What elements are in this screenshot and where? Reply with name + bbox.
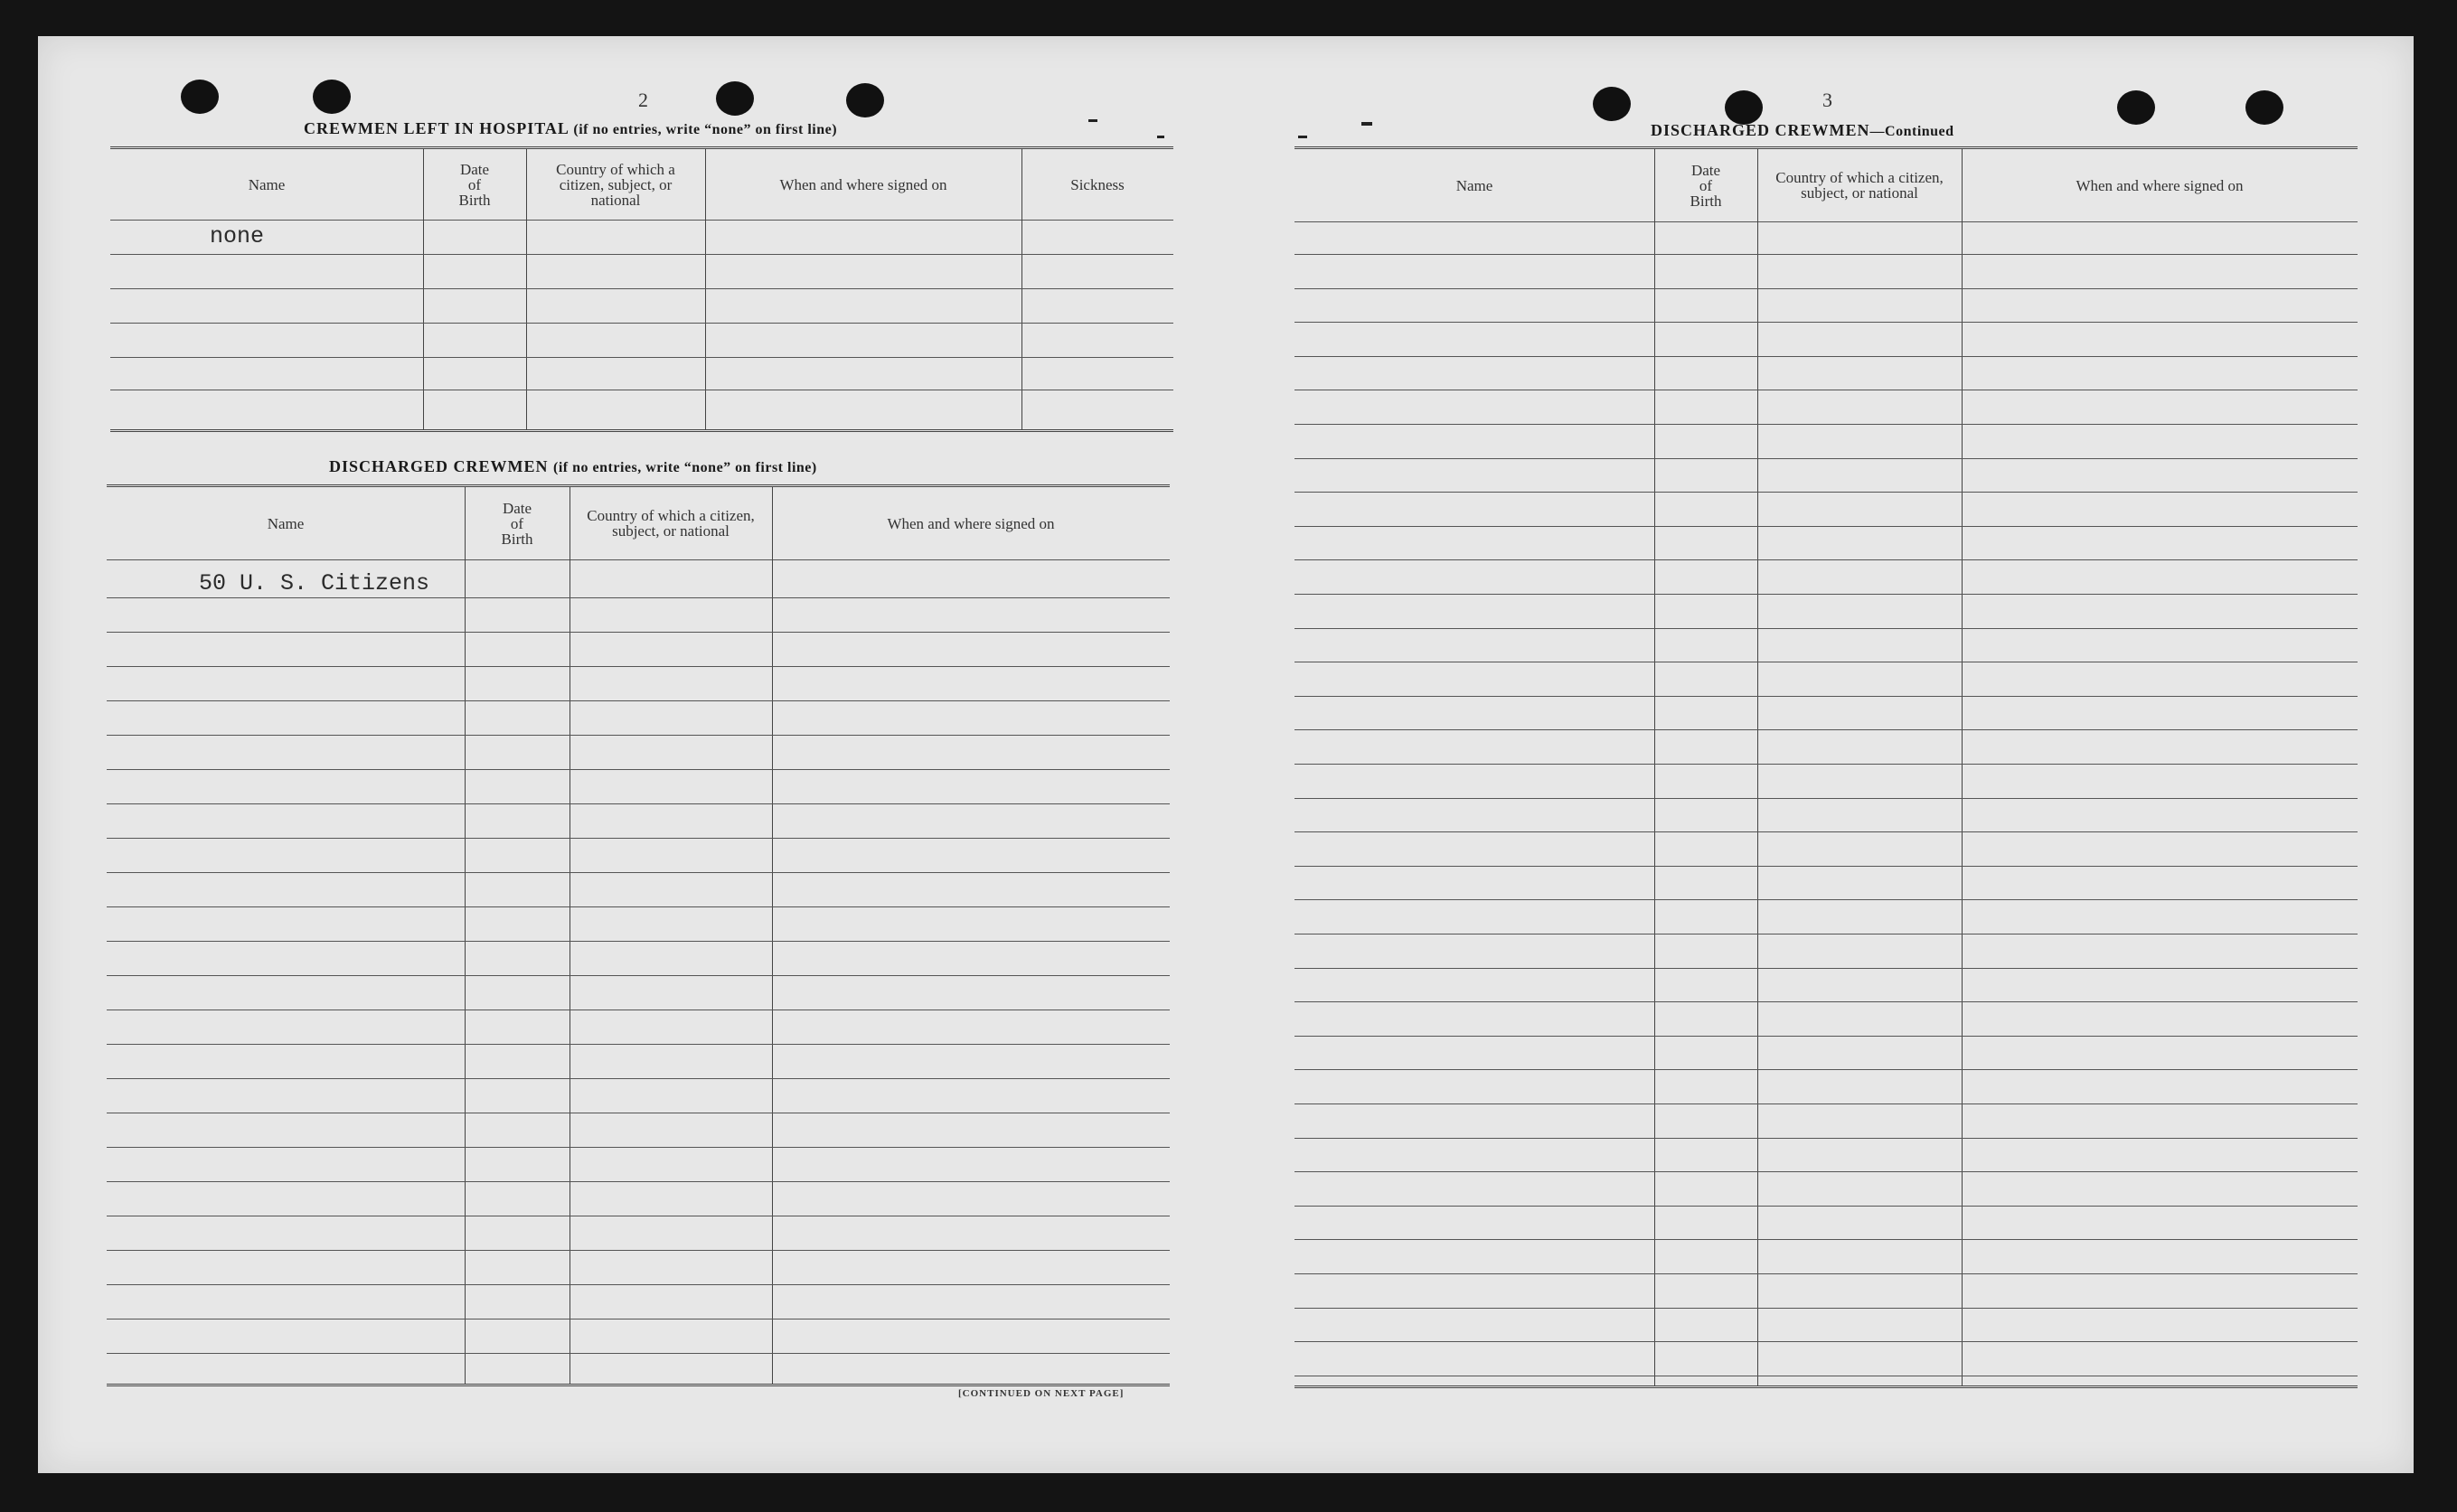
hospital-title-text: CREWMEN LEFT IN HOSPITAL [304, 119, 569, 137]
continued-note: [CONTINUED ON NEXT PAGE] [958, 1388, 1125, 1399]
paper-sheet [38, 36, 2414, 1473]
col-header-sickness: Sickness [1070, 175, 1125, 193]
discharged-continued-title [1651, 121, 1954, 140]
table-row-line [107, 975, 1170, 976]
table-row-line [1294, 1138, 2358, 1139]
dust-speck [1361, 122, 1372, 126]
table-row-line [1294, 1341, 2358, 1342]
table-row-line [107, 1078, 1170, 1079]
table-row-line [1294, 764, 2358, 765]
table-row-line [1294, 254, 2358, 255]
table-row-line [1294, 696, 2358, 697]
hospital-table [110, 146, 1173, 432]
column-divider [1654, 149, 1655, 1385]
table-row-line [1294, 424, 2358, 425]
col-header-dob [1654, 149, 1757, 221]
table-row-line [107, 735, 1170, 736]
table-row-line [1294, 1171, 2358, 1172]
dob-header-text: Date of Birth [1690, 161, 1722, 210]
table-row-line [107, 666, 1170, 667]
table-row-line [1294, 1206, 2358, 1207]
table-row-line [1294, 1103, 2358, 1104]
table-row-line [1294, 798, 2358, 799]
col-header-name: Name [248, 175, 286, 193]
dust-speck [1298, 136, 1307, 138]
table-row-line [1294, 899, 2358, 900]
col-header-dob [465, 487, 570, 559]
column-divider [1021, 149, 1022, 429]
col-header-signed-on: When and where signed on [779, 175, 947, 193]
table-row-line [107, 632, 1170, 633]
page-number-right: 3 [1822, 89, 1832, 111]
table-row-line [107, 838, 1170, 839]
country-header-text: Country of which a citizen, subject, or national [587, 507, 755, 540]
table-row-line [110, 323, 1173, 324]
table-row-line [1294, 356, 2358, 357]
table-row-line [1294, 1273, 2358, 1274]
table-row-line [1294, 559, 2358, 560]
dob-header-text: Date of Birth [458, 160, 491, 209]
col-header-country [1757, 149, 1962, 221]
table-row-line [1294, 866, 2358, 867]
table-row-line [1294, 1001, 2358, 1002]
table-row-line [1294, 968, 2358, 969]
table-row-line [110, 288, 1173, 289]
table-row-line [107, 803, 1170, 804]
table-row-line [1294, 594, 2358, 595]
col-header-dob [423, 149, 526, 220]
discharged-continued-table [1294, 146, 2358, 1388]
discharged-table [107, 484, 1170, 1386]
hospital-entry-text: none [210, 223, 265, 249]
column-divider [1962, 149, 1963, 1385]
table-row-line [1294, 322, 2358, 323]
column-divider [705, 149, 706, 429]
table-row-line [1294, 458, 2358, 459]
table-row-line [1294, 288, 2358, 289]
table-row-line [1294, 1308, 2358, 1309]
col-header-country [570, 487, 772, 559]
table-row-line [1294, 1036, 2358, 1037]
page-number-left: 2 [638, 89, 648, 111]
table-row-line [107, 941, 1170, 942]
table-row-line [107, 1353, 1170, 1354]
col-header-signed-on: When and where signed on [887, 514, 1055, 532]
punch-hole [1593, 87, 1631, 121]
punch-hole [716, 81, 754, 116]
discharged-instruction: (if no entries, write “none” on first line) [553, 460, 817, 475]
dust-speck [1088, 119, 1097, 122]
punch-hole [846, 83, 884, 117]
dob-header-text: Date of Birth [501, 499, 533, 548]
discharged-entry-text: 50 U. S. Citizens [199, 570, 430, 596]
table-row-line [107, 700, 1170, 701]
col-header-name: Name [267, 514, 305, 532]
table-row-line [1294, 729, 2358, 730]
col-header-country [526, 149, 705, 220]
col-header-name: Name [1455, 176, 1493, 194]
column-divider [423, 149, 424, 429]
table-row-line [107, 769, 1170, 770]
punch-hole [313, 80, 351, 114]
table-row-line [107, 1284, 1170, 1285]
dust-speck [1157, 136, 1164, 138]
column-divider [526, 149, 527, 429]
table-row-line [107, 906, 1170, 907]
table-row-line [107, 1147, 1170, 1148]
table-row-line [1294, 526, 2358, 527]
punch-hole [181, 80, 219, 114]
table-row-line [107, 872, 1170, 873]
column-divider [1757, 149, 1758, 1385]
table-row-line [107, 597, 1170, 598]
punch-hole [2117, 90, 2155, 125]
country-header-text: Country of which a citizen, subject, or national [1775, 169, 1944, 202]
punch-hole [1725, 90, 1763, 125]
table-row-line [107, 1181, 1170, 1182]
continued-suffix: —Continued [1869, 124, 1954, 139]
table-row-line [1294, 492, 2358, 493]
table-row-line [1294, 1069, 2358, 1070]
hospital-instruction: (if no entries, write “none” on first line) [573, 122, 838, 137]
continued-title-text: DISCHARGED CREWMEN [1651, 121, 1870, 139]
table-row-line [1294, 628, 2358, 629]
discharged-section-title [329, 457, 817, 476]
col-header-signed-on: When and where signed on [2076, 176, 2244, 194]
table-row-line [107, 1044, 1170, 1045]
discharged-title-text: DISCHARGED CREWMEN [329, 457, 549, 475]
table-row-line [1294, 831, 2358, 832]
punch-hole [2245, 90, 2283, 125]
table-row-line [110, 357, 1173, 358]
hospital-section-title [304, 119, 837, 138]
country-header-text: Country of which a citizen, subject, or national [556, 160, 675, 209]
table-row-line [107, 1250, 1170, 1251]
table-row-line [1294, 1239, 2358, 1240]
table-row-line [110, 254, 1173, 255]
